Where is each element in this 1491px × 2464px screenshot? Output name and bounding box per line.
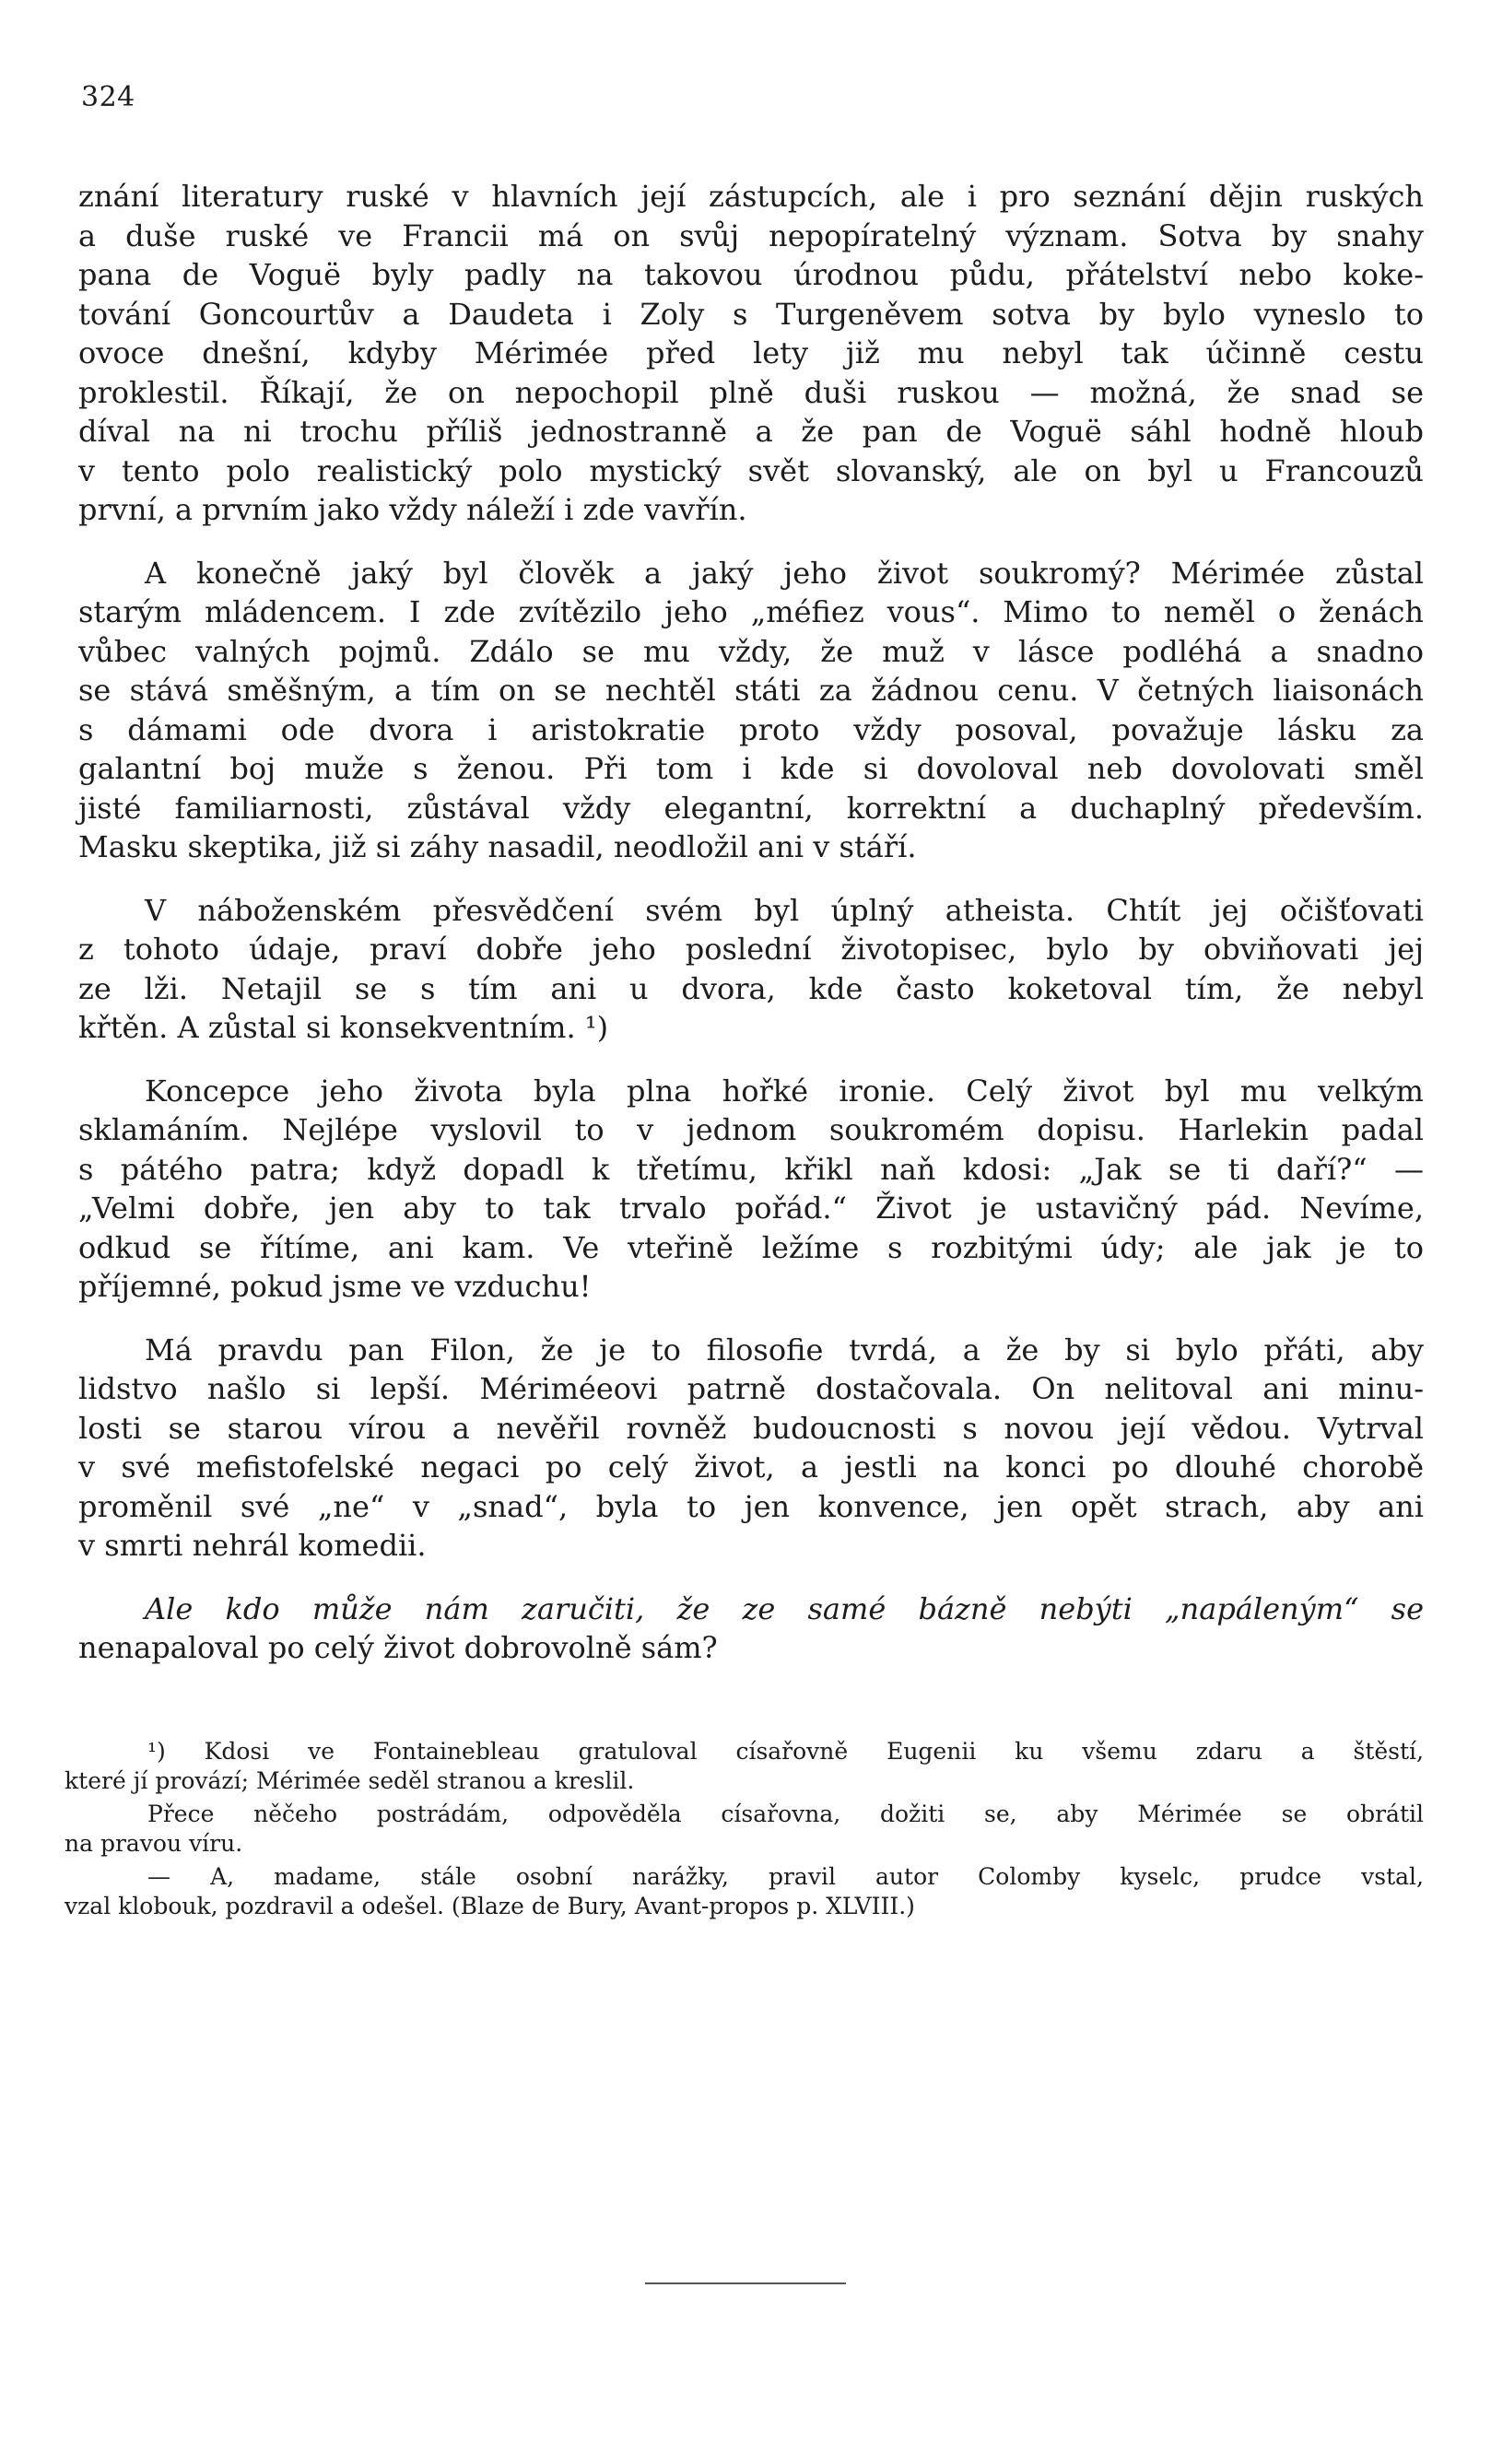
paragraph xyxy=(78,1331,1424,1566)
text-line: se stává směšným, a tím on se nechtěl státi za žádnou cenu. V četných liaisonách xyxy=(78,673,1424,708)
footnote-line: Přece něčeho postrádám, odpověděla císařovna, dožiti se, aby Mérimée se obrátil xyxy=(147,1801,1424,1827)
text-line: ovoce dnešní, kdyby Mérimée před lety již mu nebyl tak účinně cestu xyxy=(78,335,1424,370)
text-line: v tento polo realistický polo mystický svět slovanský, ale on byl u Francouzů xyxy=(78,452,1424,488)
footnote xyxy=(65,1800,1424,1859)
footnote-line: které jí provází; Mérimée seděl stranou a kreslil. xyxy=(65,1767,635,1794)
text-line: „Velmi dobře, jen aby to tak trvalo pořád.“ Život je ustavičný pád. Nevíme, xyxy=(78,1191,1424,1226)
text-line: v své mefistofelské negaci po celý život, a jestli na konci po dlouhé chorobě xyxy=(78,1449,1424,1484)
footnote xyxy=(65,1737,1424,1796)
paragraph xyxy=(78,891,1424,1048)
text-line: znání literatury ruské v hlavních její zástupcích, ale i pro seznání dějin ruských xyxy=(78,179,1424,214)
text-line: V náboženském přesvědčení svém byl úplný atheista. Chtít jej očišťovati xyxy=(145,892,1424,928)
text-line: z tohoto údaje, praví dobře jeho poslední životopisec, bylo by obviňovati jej xyxy=(78,932,1424,967)
text-line: pana de Voguë byly padly na takovou úrodnou půdu, přátelství nebo koke- xyxy=(78,257,1424,292)
text-line: proklestil. Říkají, že on nepochopil plně duši ruskou — možná, že snad se xyxy=(78,374,1424,410)
text-line: Masku skeptika, již si záhy nasadil, neodložil ani v stáří. xyxy=(78,829,917,864)
text-line: Má pravdu pan Filon, že je to filosofie tvrdá, a že by si bylo přáti, aby xyxy=(145,1332,1424,1367)
text-line: starým mládencem. I zde zvítězilo jeho „méfiez vous“. Mimo to neměl o ženách xyxy=(78,594,1424,629)
text-line: proměnil své „ne“ v „snad“, byla to jen konvence, jen opět strach, aby ani xyxy=(78,1488,1424,1524)
footnote xyxy=(65,1862,1424,1921)
text-line: lidstvo našlo si lepší. Mériméeovi patrně dostačovala. On nelitoval ani minu- xyxy=(78,1371,1424,1406)
paragraph xyxy=(78,177,1424,530)
text-line: díval na ni trochu příliš jednostranně a že pan de Voguë sáhl hodně hloub xyxy=(78,414,1424,449)
text-line: a duše ruské ve Francii má on svůj nepopíratelný význam. Sotva by snahy xyxy=(78,217,1424,253)
text-line: galantní boj muže s ženou. Při tom i kde si dovoloval neb dovolovati směl xyxy=(78,751,1424,786)
paragraph xyxy=(78,1072,1424,1307)
text-line: A konečně jaký byl člověk a jaký jeho život soukromý? Mérimée zůstal xyxy=(145,555,1424,591)
text-line: tování Goncourtův a Daudeta i Zoly s Turgeněvem sotva by bylo vyneslo to xyxy=(78,296,1424,332)
footnote-line: ¹) Kdosi ve Fontainebleau gratuloval císařovně Eugenii ku všemu zdaru a štěstí, xyxy=(147,1738,1424,1765)
text-line: křtěn. A zůstal si konsekventním. ¹) xyxy=(78,1010,609,1045)
text-line: s pátého patra; když dopadl k třetímu, křikl naň kdosi: „Jak se ti daří?“ — xyxy=(78,1151,1424,1187)
footnote-line: — A, madame, stále osobní narážky, pravil autor Colomby kyselc, prudce vstal, xyxy=(147,1863,1424,1890)
body-text xyxy=(78,177,1424,1692)
page-number: 324 xyxy=(81,81,135,113)
footnote-line: na pravou víru. xyxy=(65,1830,243,1857)
text-line: losti se starou vírou a nevěřil rovněž budoucnosti s novou její vědou. Vytrval xyxy=(78,1410,1424,1446)
text-line: v smrti nehrál komedii. xyxy=(78,1528,427,1563)
text-line: odkud se řítíme, ani kam. Ve vteřině ležíme s rozbitými údy; ale jak je to xyxy=(78,1229,1424,1265)
text-line: Ale kdo může nám zaručiti, že ze samé bázně nebýti „napáleným“ se xyxy=(145,1590,1424,1626)
text-line: s dámami ode dvora i aristokratie proto vždy posoval, považuje lásku za xyxy=(78,711,1424,747)
footnote-line: vzal klobouk, pozdravil a odešel. (Blaze de Bury, Avant-propos p. XLVIII.) xyxy=(65,1893,915,1919)
paragraph xyxy=(78,1590,1424,1668)
end-rule xyxy=(645,2282,846,2284)
text-line: vůbec valných pojmů. Zdálo se mu vždy, že muž v lásce podléhá a snadno xyxy=(78,633,1424,669)
footnotes xyxy=(65,1737,1424,1925)
text-line: jisté familiarnosti, zůstával vždy elegantní, korrektní a duchaplný především. xyxy=(78,790,1424,826)
text-line: příjemné, pokud jsme ve vzduchu! xyxy=(78,1269,592,1304)
text-line: Koncepce jeho života byla plna hořké ironie. Celý život byl mu velkým xyxy=(145,1073,1424,1109)
text-line: první, a prvním jako vždy náleží i zde vavřín. xyxy=(78,492,747,527)
text-line: ze lži. Netajil se s tím ani u dvora, kde často koketoval tím, že nebyl xyxy=(78,970,1424,1006)
text-line: nenapaloval po celý život dobrovolně sám? xyxy=(78,1630,718,1665)
paragraph xyxy=(78,554,1424,867)
text-line: sklamáním. Nejlépe vyslovil to v jednom soukromém dopisu. Harlekin padal xyxy=(78,1112,1424,1147)
